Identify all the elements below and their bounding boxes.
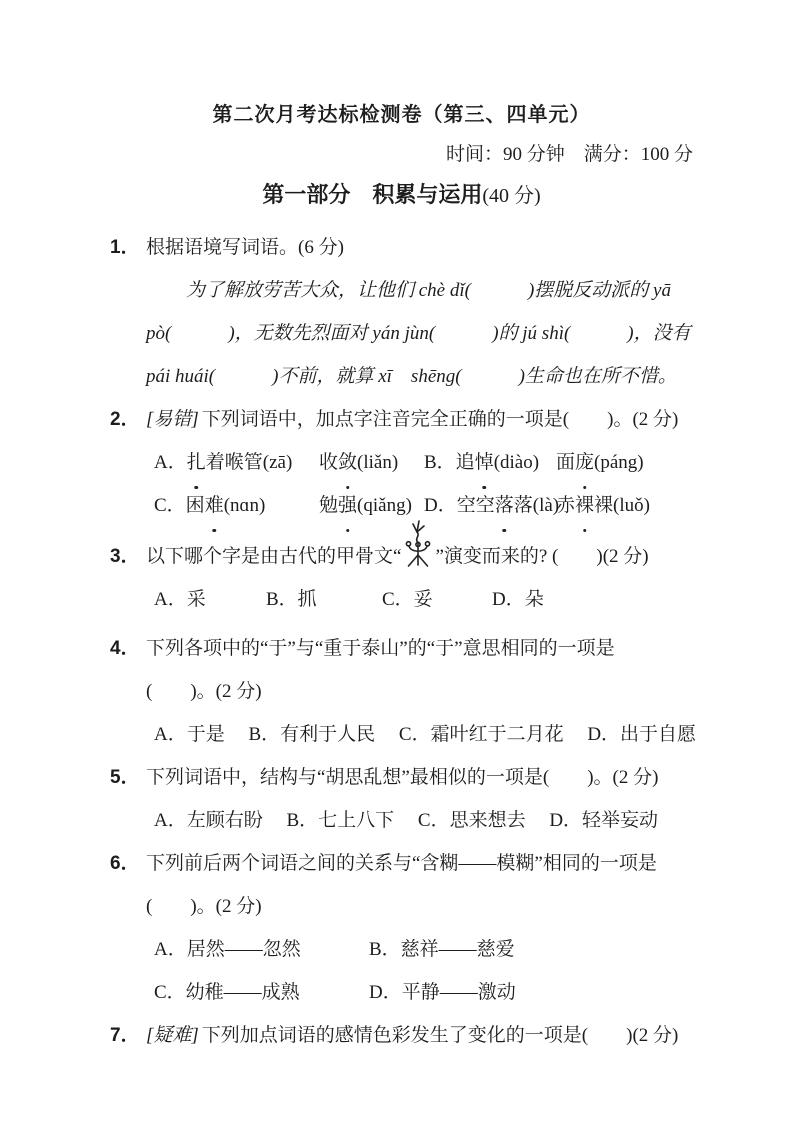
option-cell bbox=[319, 441, 424, 484]
question-3-body bbox=[146, 535, 693, 621]
dotted-character: 悼 bbox=[475, 441, 494, 484]
question-7 bbox=[110, 1014, 693, 1057]
question-2-stem-text: 下列词语中，加点字注音完全正确的一项是( )。(2 分) bbox=[201, 409, 679, 430]
option-cell: B．抓 bbox=[266, 589, 317, 610]
option-cell bbox=[154, 484, 319, 527]
dotted-character: 敛 bbox=[338, 441, 357, 484]
question-7-stem bbox=[146, 1014, 693, 1057]
question-5-body bbox=[146, 756, 693, 842]
text-segment: (diào) bbox=[493, 452, 540, 473]
oracle-bone-cai-glyph bbox=[402, 519, 434, 571]
question-5-options: A．左顾右盼 B．七上八下 C．思来想去 D．轻举妄动 bbox=[154, 810, 659, 831]
question-3-stem-pre: 以下哪个字是由古代的甲骨文“ bbox=[146, 546, 402, 567]
question-4-stem: 下列各项中的“于”与“重于泰山”的“于”意思相同的一项是 bbox=[146, 638, 615, 659]
option-cell: C．妥 bbox=[382, 589, 433, 610]
question-1-stem: 根据语境写词语。(6 分) bbox=[146, 237, 344, 258]
question-3-stem-post: ”演变而来的? ( )(2 分) bbox=[435, 546, 649, 567]
option-cell: D．朵 bbox=[492, 589, 544, 610]
text-segment: (páng) bbox=[594, 452, 644, 473]
section-heading-score: (40 分) bbox=[482, 185, 541, 207]
dotted-character: 难 bbox=[205, 484, 224, 527]
question-5-number: 5． bbox=[110, 767, 140, 788]
option-cell bbox=[424, 484, 560, 527]
text-segment: (liǎn) bbox=[357, 452, 399, 473]
option-cell: B．慈祥——慈爱 bbox=[369, 939, 515, 960]
question-4-options: A．于是 B．有利于人民 C．霜叶红于二月花 D．出于自愿 bbox=[154, 724, 697, 745]
text-segment: D．空空 bbox=[424, 495, 495, 516]
option-cell: A．居然——忽然 bbox=[154, 939, 301, 960]
question-2-body bbox=[146, 398, 693, 527]
text-segment: 赤 bbox=[556, 495, 576, 516]
dotted-character: 落 bbox=[495, 484, 514, 527]
dotted-character: 裸 bbox=[575, 484, 594, 527]
option-cell: D．平静——激动 bbox=[369, 982, 516, 1003]
text-segment: 裸(luǒ) bbox=[594, 495, 650, 516]
question-1-body bbox=[146, 226, 693, 398]
dotted-character: 庞 bbox=[575, 441, 594, 484]
option-cell bbox=[556, 441, 693, 484]
question-7-body bbox=[146, 1014, 693, 1057]
question-4-stem-continued: ( )。(2 分) bbox=[146, 681, 262, 702]
question-6-stem-continued: ( )。(2 分) bbox=[146, 896, 262, 917]
option-cell: A．采 bbox=[154, 589, 206, 610]
question-7-number: 7． bbox=[110, 1025, 140, 1046]
question-6-number: 6． bbox=[110, 853, 140, 874]
question-2-tag: [易错] bbox=[146, 409, 199, 430]
question-1 bbox=[110, 226, 693, 398]
option-cell bbox=[154, 441, 319, 484]
text-segment: 勉 bbox=[319, 495, 339, 516]
question-6-stem: 下列前后两个词语之间的关系与“含糊——模糊”相同的一项是 bbox=[146, 853, 657, 874]
text-segment: 收 bbox=[319, 452, 339, 473]
text-segment: 着喉管(zā) bbox=[205, 452, 293, 473]
question-1-passage-line: pái huái( )不前，就算 xī shēng( )生命也在所不惜。 bbox=[146, 366, 677, 387]
option-cell bbox=[556, 484, 693, 527]
question-1-passage-line: pò( )，无数先烈面对 yán jùn( )的 jú shì( )，没有 bbox=[146, 323, 691, 344]
question-4-body bbox=[146, 627, 697, 756]
question-6-body bbox=[146, 842, 693, 1014]
oracle-bone-glyph-box bbox=[401, 542, 435, 564]
text-segment: (nɑn) bbox=[223, 495, 266, 516]
option-cell: C．幼稚——成熟 bbox=[154, 982, 300, 1003]
question-7-tag: [疑难] bbox=[146, 1025, 199, 1046]
question-2 bbox=[110, 398, 693, 527]
text-segment: (qiǎng) bbox=[357, 495, 412, 516]
question-5-stem: 下列词语中，结构与“胡思乱想”最相似的一项是( )。(2 分) bbox=[146, 767, 659, 788]
text-segment: B．追 bbox=[424, 452, 475, 473]
exam-title: 第二次月考达标检测卷（第三、四单元） bbox=[212, 104, 591, 126]
question-4 bbox=[110, 627, 697, 756]
text-segment: C．困 bbox=[154, 495, 205, 516]
question-3-options bbox=[146, 578, 693, 621]
question-7-stem-text: 下列加点词语的感情色彩发生了变化的一项是( )(2 分) bbox=[201, 1025, 679, 1046]
question-2-stem bbox=[146, 398, 693, 441]
option-cell bbox=[424, 441, 556, 484]
text-segment: A． bbox=[154, 452, 187, 473]
question-2-number: 2． bbox=[110, 409, 140, 430]
section-heading-main: 第一部分 积累与运用 bbox=[262, 182, 483, 207]
question-6-options bbox=[146, 928, 693, 1014]
text-segment: 落(là) bbox=[513, 495, 560, 516]
exam-meta: 时间：90 分钟 满分：100 分 bbox=[445, 144, 693, 165]
question-1-passage-line: 为了解放劳苦大众，让他们 chè dǐ( )摆脱反动派的 yā bbox=[186, 280, 671, 301]
question-1-number: 1． bbox=[110, 237, 140, 258]
dotted-character: 扎 bbox=[187, 441, 206, 484]
text-segment: 面 bbox=[556, 452, 576, 473]
question-4-number: 4． bbox=[110, 638, 140, 659]
section-heading bbox=[110, 178, 693, 214]
question-2-options bbox=[146, 441, 693, 527]
question-3 bbox=[110, 535, 693, 621]
question-3-number: 3． bbox=[110, 546, 140, 567]
question-6 bbox=[110, 842, 693, 1014]
dotted-character: 强 bbox=[338, 484, 357, 527]
question-3-stem bbox=[146, 535, 693, 578]
question-5 bbox=[110, 756, 693, 842]
